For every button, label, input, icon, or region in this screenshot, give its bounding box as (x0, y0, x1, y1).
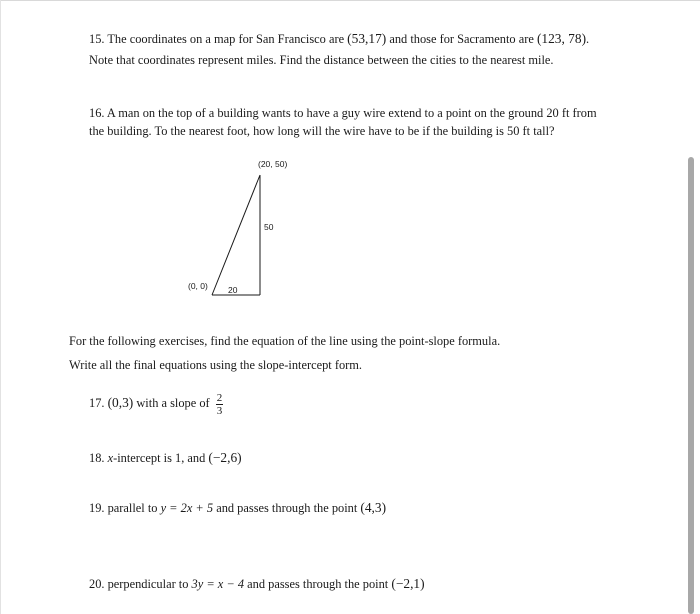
problem-17-slope-denominator: 3 (216, 404, 223, 417)
problem-15-line-2: Note that coordinates represent miles. Find the distance between the cities to the nearest mile. (89, 53, 554, 67)
diagram-height-label: 50 (264, 222, 274, 232)
problem-17-text: with a slope of (133, 396, 213, 410)
problem-15-text-b: and those for Sacramento are (386, 32, 537, 46)
diagram-top-label: (20, 50) (258, 159, 288, 169)
problem-19-text-b: and passes through the point (213, 501, 361, 515)
problem-18-variable: x (107, 451, 114, 465)
problem-18-text: -intercept is 1, and (113, 451, 209, 465)
problem-16-line-2: the building. To the nearest foot, how long will the wire have to be if the building is 50 ft tall? (89, 124, 555, 138)
diagram-base-label: 20 (228, 285, 238, 295)
problem-17-number: 17. (89, 396, 108, 410)
problem-17-point: (0,3) (107, 395, 134, 410)
problem-20-text-b: and passes through the point (244, 577, 392, 591)
diagram-wire-line (212, 175, 260, 295)
problem-17-slope-numerator: 2 (216, 391, 223, 404)
problem-15-period: . (586, 32, 590, 46)
vertical-scrollbar[interactable] (688, 157, 694, 614)
problem-15-sacramento-coords: (123, 78) (536, 31, 587, 46)
instructions-line-1: For the following exercises, find the equation of the line using the point-slope formula. (69, 334, 501, 348)
problem-17 (89, 390, 223, 417)
problem-17-slope-fraction (216, 392, 224, 417)
problem-15-line-1 (89, 31, 589, 47)
problem-19-point: (4,3) (360, 500, 387, 515)
problem-15-san-francisco-coords: (53,17) (347, 31, 387, 46)
page-edge-top (0, 0, 700, 1)
page-edge-left (0, 0, 1, 614)
problem-20-text-a: 20. perpendicular to (89, 577, 192, 591)
diagram-origin-label: (0, 0) (188, 281, 208, 291)
problem-19 (89, 500, 386, 516)
problem-20 (89, 576, 425, 592)
problem-19-text-a: 19. parallel to (89, 501, 161, 515)
problem-20-point: (−2,1) (391, 576, 425, 591)
problem-15-text-a: 15. The coordinates on a map for San Francisco are (89, 32, 348, 46)
problem-16-line-1: 16. A man on the top of a building wants to have a guy wire extend to a point on the ground 20 ft from (89, 106, 597, 120)
problem-18-point: (−2,6) (208, 450, 242, 465)
instructions-line-2: Write all the final equations using the slope-intercept form. (69, 358, 363, 372)
problem-18 (89, 450, 242, 466)
problem-18-number: 18. (89, 451, 108, 465)
guy-wire-diagram (180, 150, 320, 300)
problem-19-equation: y = 2x + 5 (160, 501, 214, 515)
problem-20-equation: 3y = x − 4 (191, 577, 245, 591)
